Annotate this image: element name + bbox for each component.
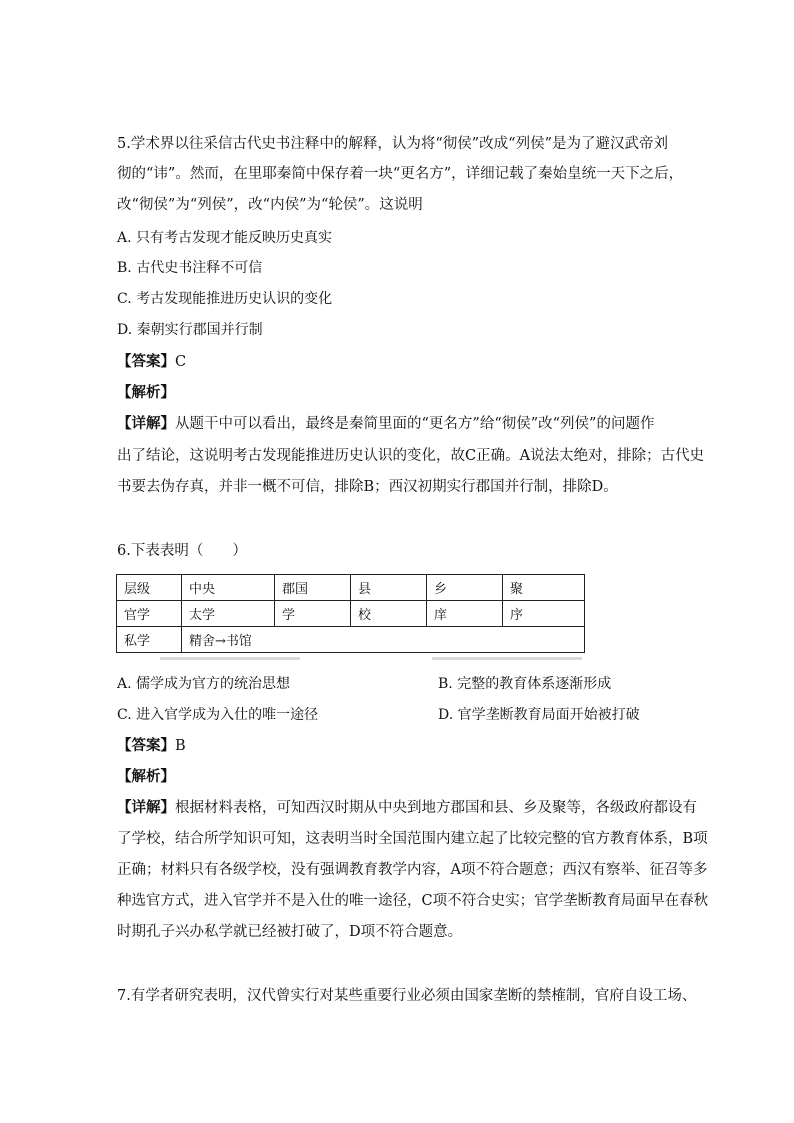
answer-tag: 【答案】 [117,354,175,370]
q6-detail-line-3: 正确；材料只有各级学校，没有强调教育教学内容，A项不符合题意；西汉有察举、征召等多 [117,862,708,878]
table-cell: 精舍→书馆 [182,627,585,653]
scan-artifact [160,657,300,660]
table-cell: 中央 [182,575,275,601]
q5-option-b: B. 古代史书注释不可信 [117,260,263,276]
detail-text: 根据材料表格，可知西汉时期从中央到地方郡国和县、乡及聚等，各级政府都设有 [175,800,697,816]
q6-stem: 6.下表表明（ ） [117,543,247,559]
table-cell: 层级 [117,575,182,601]
table-cell: 私学 [117,627,182,653]
detail-tag: 【详解】 [117,800,175,816]
answer-tag: 【答案】 [117,738,175,754]
q7-stem: 7.有学者研究表明，汉代曾实行对某些重要行业必须由国家垄断的禁榷制，官府自设工场、 [117,988,697,1004]
q5-stem-line-1: 5.学术界以往采信古代史书注释中的解释，认为将“彻侯”改成“列侯”是为了避汉武帝刘 [117,136,668,152]
table-cell: 郡国 [275,575,351,601]
q6-option-c: C. 进入官学成为入仕的唯一途径 [117,707,319,723]
q6-analysis-tag: 【解析】 [117,769,175,785]
table-cell: 太学 [182,601,275,627]
detail-tag: 【详解】 [117,416,175,432]
q5-detail-line-3: 书要去伪存真，并非一概不可信，排除B；西汉初期实行郡国并行制，排除D。 [117,479,618,495]
q5-stem-line-2: 彻的“讳”。然而，在里耶秦简中保存着一块“更名方”，详细记载了秦始皇统一天下之后， [117,166,684,182]
table-cell: 序 [503,601,585,627]
q5-answer [117,352,186,372]
table-row [117,575,585,601]
q6-detail-line-5: 时期孔子兴办私学就已经被打破了，D项不符合题意。 [117,924,463,940]
q6-option-a: A. 儒学成为官方的统治思想 [117,676,291,692]
education-table [116,574,585,653]
q6-detail-line-1 [117,798,697,818]
q6-answer [117,736,186,756]
table-cell: 校 [351,601,427,627]
table-row [117,601,585,627]
answer-value: B [175,738,186,754]
q5-detail-line-1 [117,414,654,434]
answer-value: C [175,354,187,370]
detail-text: 从题干中可以看出，最终是秦简里面的“更名方”给“彻侯”改“列侯”的问题作 [175,416,655,432]
q5-option-a: A. 只有考古发现才能反映历史真实 [117,230,333,246]
q6-option-b: B. 完整的教育体系逐渐形成 [438,676,612,692]
q5-stem-line-3: 改“彻侯”为“列侯”，改“内侯”为“轮侯”。这说明 [117,197,423,213]
table-cell: 官学 [117,601,182,627]
q5-option-c: C. 考古发现能推进历史认识的变化 [117,291,333,307]
table-cell: 乡 [427,575,503,601]
q6-option-d: D. 官学垄断教育局面开始被打破 [438,707,640,723]
table-cell: 学 [275,601,351,627]
scan-artifact [432,657,582,660]
table-cell: 庠 [427,601,503,627]
q5-option-d: D. 秦朝实行郡国并行制 [117,322,263,338]
q5-detail-line-2: 出了结论，这说明考古发现能推进历史认识的变化，故C正确。A说法太绝对，排除；古代史 [117,448,705,464]
q6-detail-line-4: 种选官方式，进入官学并不是入仕的唯一途径，C项不符合史实；官学垄断教育局面早在春秋 [117,893,709,909]
table-cell: 聚 [503,575,585,601]
table-cell: 县 [351,575,427,601]
q6-detail-line-2: 了学校，结合所学知识可知，这表明当时全国范围内建立起了比较完整的官方教育体系，B项 [117,831,708,847]
table-row [117,627,585,653]
q5-analysis-tag: 【解析】 [117,385,175,401]
